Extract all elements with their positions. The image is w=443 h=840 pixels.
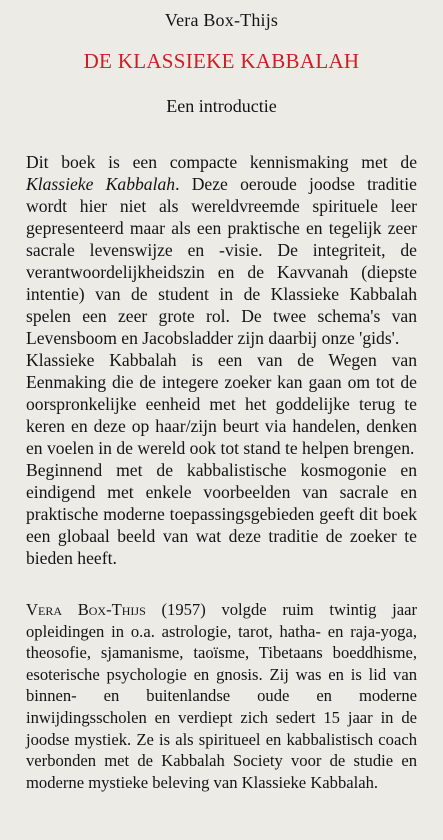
book-subtitle: Een introductie: [166, 96, 277, 116]
blurb-p1-end: . Deze oeroude joodse traditie wordt hier niet als wereldvreemde spirituele leer gepresenteerd maar als een praktische en tegelijk zeer sacrale levenswijze en -visie. De integriteit, de verantwoordelijkheidszin en de Kavvanah (diepste intentie) van de student in de Klassieke Kabbalah spelen een zeer grote rol. De twee schema's van Levensboom en Jacobsladder zijn daarbij onze 'gids'.: [26, 174, 417, 348]
blurb-p1-italic: Klassieke Kabbalah: [26, 174, 176, 194]
author-bio: [26, 599, 417, 793]
blurb-paragraph-3: Beginnend met de kabbalistische kosmogonie en eindigend met enkele voorbeelden van sacrale en praktische moderne toepassingsgebieden geeft dit boek een globaal beeld van wat deze traditie de zoeker te bieden heeft.: [26, 460, 417, 568]
blurb-paragraph-1: [26, 151, 417, 349]
bio-paragraph: [26, 599, 417, 793]
blurb-paragraph-2: Klassieke Kabbalah is een van de Wegen van Eenmaking die de integere zoeker kan gaan om tot de oorspronkelijke eenheid met het goddelijke terug te keren en deze op haar/zijn beurt via handelen, denken en voelen in de wereld ook tot stand te helpen brengen.: [26, 350, 417, 458]
blurb: [26, 151, 417, 569]
bio-author-name: Vera Box-Thijs: [26, 600, 146, 619]
book-title: DE KLASSIEKE KABBALAH: [83, 49, 360, 73]
bio-text: (1957) volgde ruim twintig jaar opleidingen in o.a. astrologie, tarot, hatha- en raja-yoga, theosofie, sjamanisme, taoïsme, Tibetaans boeddhisme, esoterische psychologie en gnosis. Zij was en is lid van binnen- en buitenlandse oude en moderne inwijdingsscholen en verdiept zich sedert 15 jaar in de joodse mystiek. Ze is als spiritueel en kabbalistisch coach verbonden met de Kabbalah Society voor de studie en moderne mystieke beleving van Klassieke Kabbalah.: [26, 600, 418, 792]
author-name: Vera Box-Thijs: [164, 10, 279, 30]
blurb-p1-start: Dit boek is een compacte kennismaking met de: [26, 152, 417, 172]
